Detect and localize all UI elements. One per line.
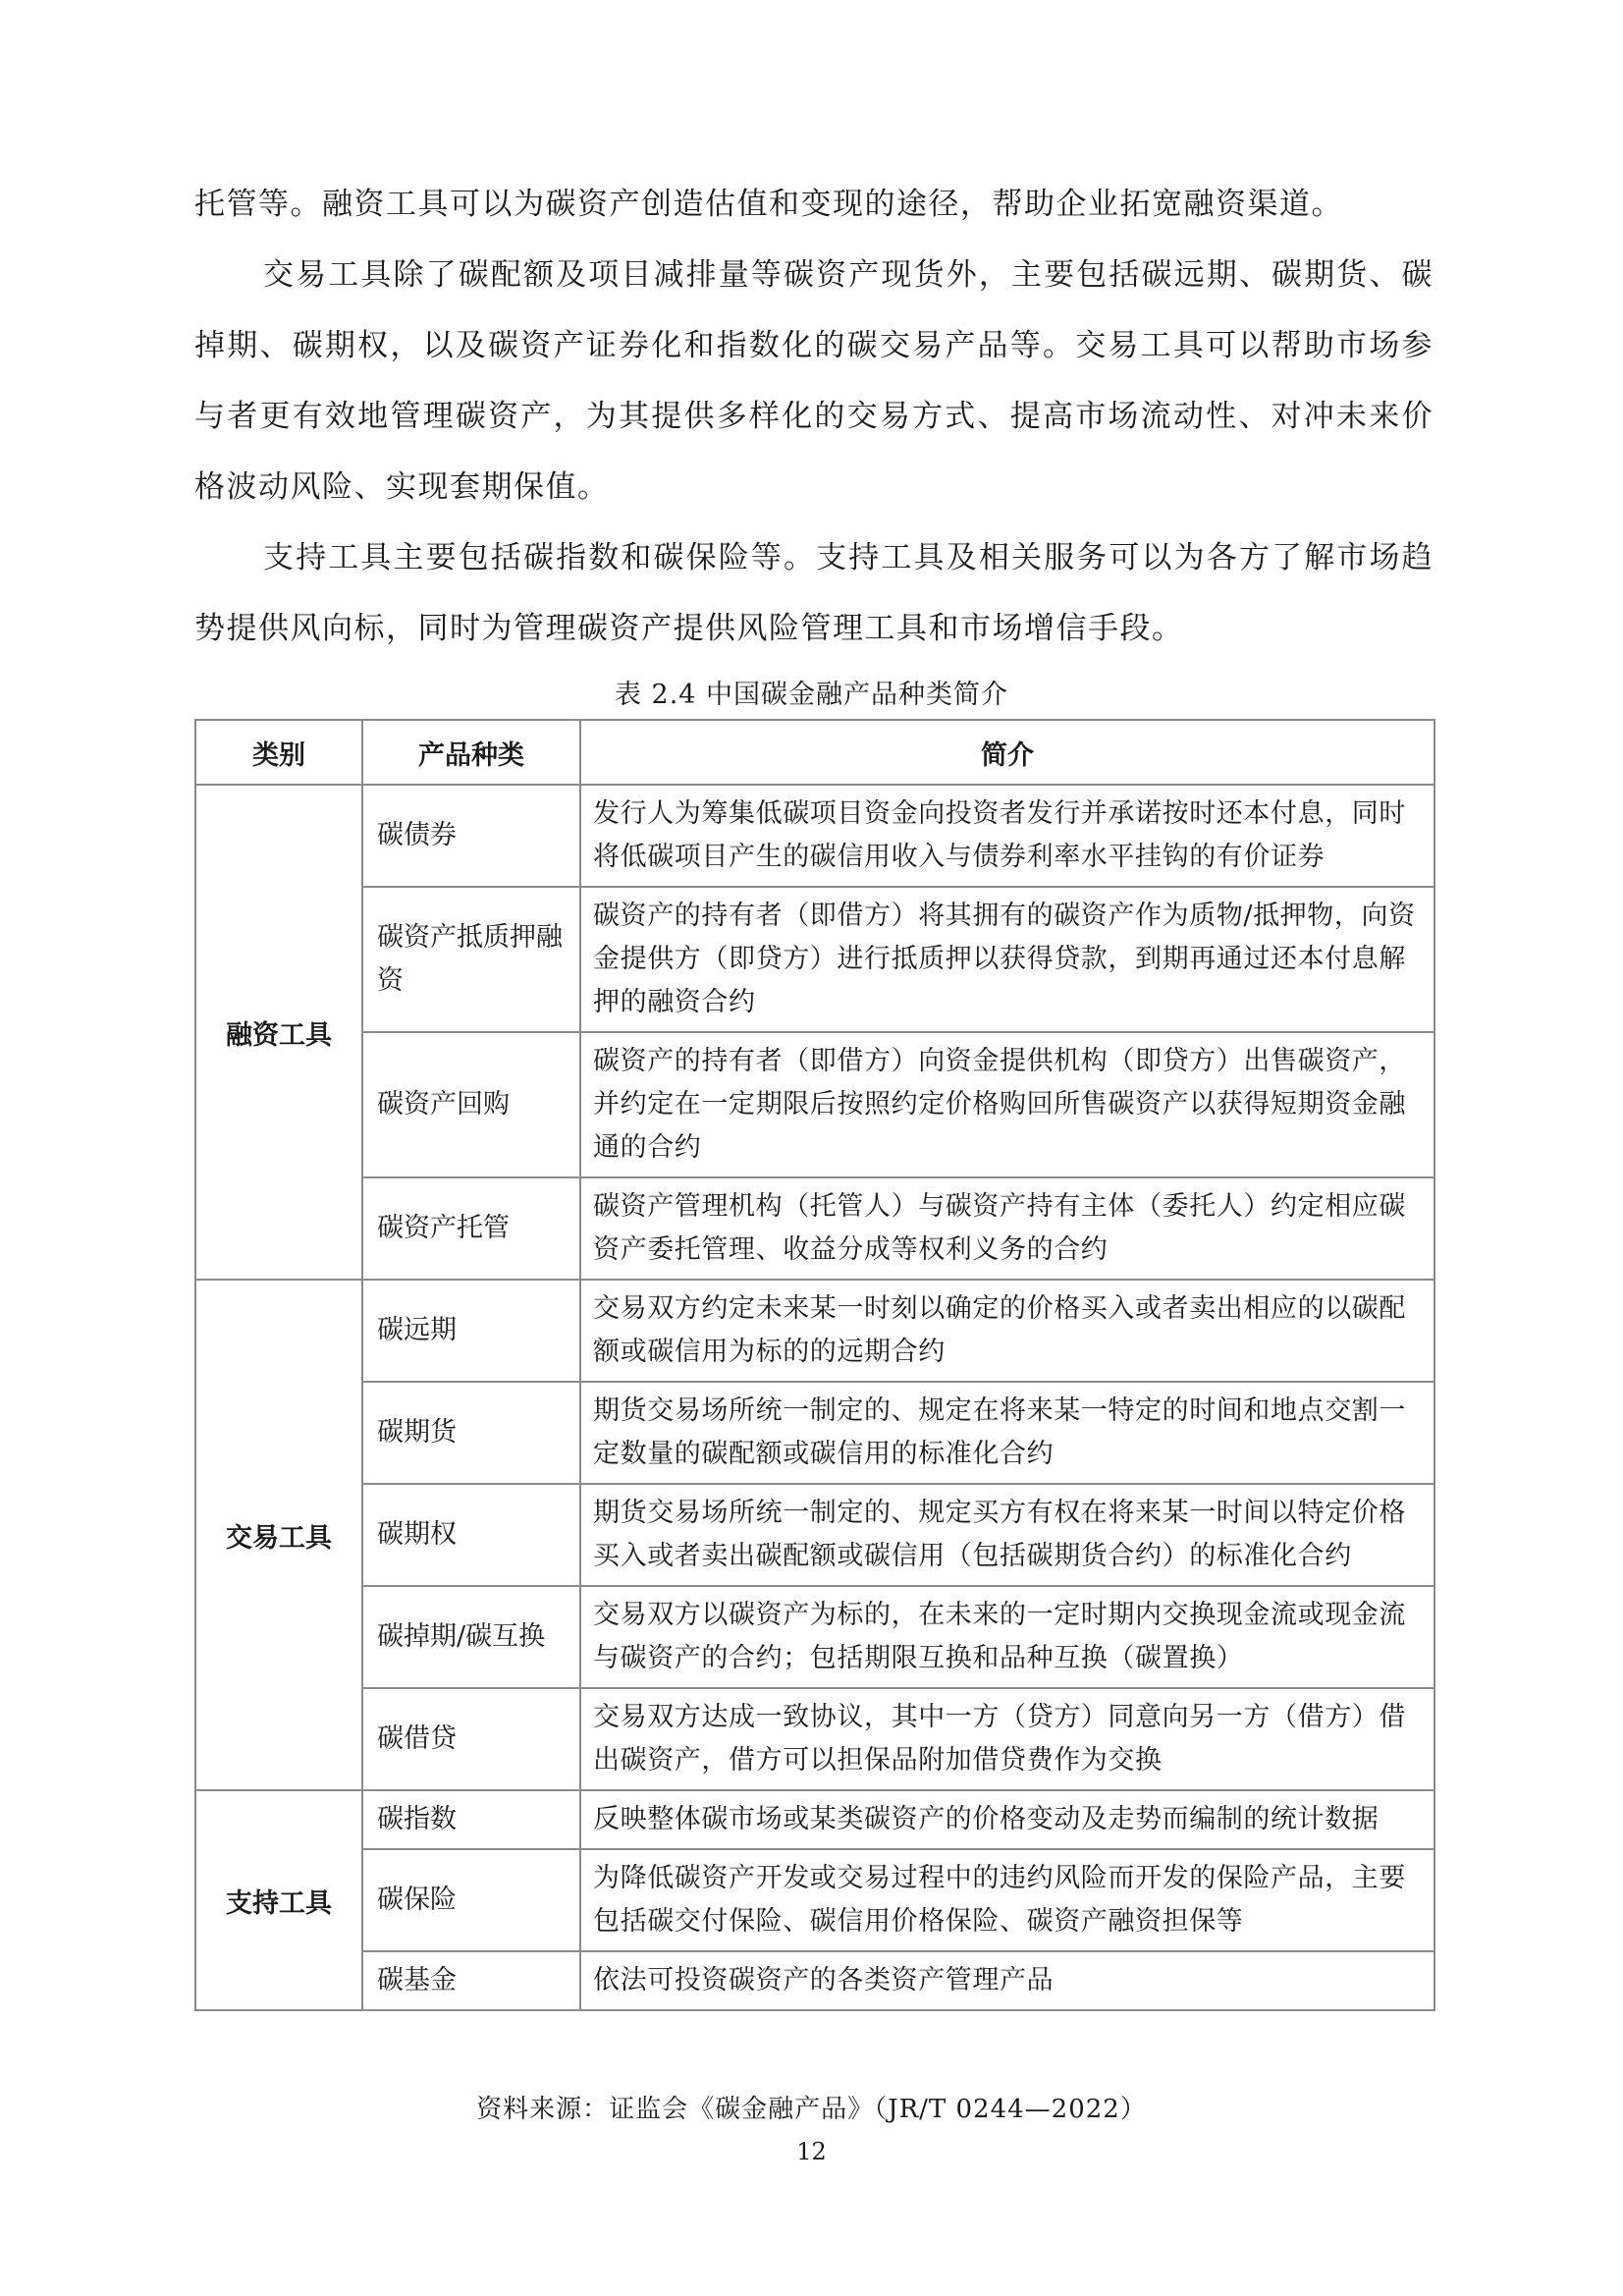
table-caption: 表 2.4 中国碳金融产品种类简介	[614, 680, 1009, 710]
description-cell: 碳资产的持有者（即借方）向资金提供机构（即贷方）出售碳资产，并约定在一定期限后按照约定价格购回所售碳资产以获得短期资金融通的合约	[580, 1032, 1434, 1177]
description-cell: 交易双方约定未来某一时刻以确定的价格买入或者卖出相应的以碳配额或碳信用为标的的远期合约	[580, 1280, 1434, 1382]
carbon-finance-table	[194, 719, 1435, 2011]
table-header-row	[195, 720, 1434, 785]
table-row	[195, 1032, 1434, 1177]
paragraph-3: 支持工具主要包括碳指数和碳保险等。支持工具及相关服务可以为各方了解市场趋势提供风向标，同时为管理碳资产提供风险管理工具和市场增信手段。	[194, 540, 1434, 646]
table-row	[195, 785, 1434, 887]
table-row	[195, 1790, 1434, 1849]
description-cell: 期货交易场所统一制定的、规定在将来某一特定的时间和地点交割一定数量的碳配额或碳信用的标准化合约	[580, 1382, 1434, 1484]
product-cell: 碳借贷	[362, 1688, 580, 1790]
page-number: 12	[796, 2138, 827, 2165]
table-row	[195, 887, 1434, 1032]
source-note: 资料来源：证监会《碳金融产品》（JR/T 0244—2022）	[476, 2095, 1147, 2124]
table-row	[195, 1586, 1434, 1688]
description-cell: 为降低碳资产开发或交易过程中的违约风险而开发的保险产品，主要包括碳交付保险、碳信用价格保险、碳资产融资担保等	[580, 1849, 1434, 1951]
product-cell: 碳资产抵质押融资	[362, 887, 580, 1032]
paragraph-2: 交易工具除了碳配额及项目减排量等碳资产现货外，主要包括碳远期、碳期货、碳掉期、碳期权，以及碳资产证券化和指数化的碳交易产品等。交易工具可以帮助市场参与者更有效地管理碳资产，为其提供多样化的交易方式、提高市场流动性、对冲未来价格波动风险、实现套期保值。	[194, 257, 1434, 505]
table-row	[195, 1951, 1434, 2010]
category-support: 支持工具	[195, 1790, 362, 2010]
description-cell: 发行人为筹集低碳项目资金向投资者发行并承诺按时还本付息，同时将低碳项目产生的碳信用收入与债券利率水平挂钩的有价证券	[580, 785, 1434, 887]
product-cell: 碳债券	[362, 785, 580, 887]
paragraph-1: 托管等。融资工具可以为碳资产创造估值和变现的途径，帮助企业拓宽融资渠道。	[194, 187, 1343, 222]
header-product: 产品种类	[362, 720, 580, 785]
product-cell: 碳期货	[362, 1382, 580, 1484]
product-cell: 碳远期	[362, 1280, 580, 1382]
product-cell: 碳保险	[362, 1849, 580, 1951]
category-trading: 交易工具	[195, 1280, 362, 1790]
description-cell: 交易双方达成一致协议，其中一方（贷方）同意向另一方（借方）借出碳资产，借方可以担保品附加借贷费作为交换	[580, 1688, 1434, 1790]
table-row	[195, 1382, 1434, 1484]
product-cell: 碳掉期/碳互换	[362, 1586, 580, 1688]
description-cell: 碳资产的持有者（即借方）将其拥有的碳资产作为质物/抵押物，向资金提供方（即贷方）进行抵质押以获得贷款，到期再通过还本付息解押的融资合约	[580, 887, 1434, 1032]
description-cell: 依法可投资碳资产的各类资产管理产品	[580, 1951, 1434, 2010]
table-row	[195, 1688, 1434, 1790]
description-cell: 碳资产管理机构（托管人）与碳资产持有主体（委托人）约定相应碳资产委托管理、收益分成等权利义务的合约	[580, 1177, 1434, 1280]
table-row	[195, 1177, 1434, 1280]
product-cell: 碳基金	[362, 1951, 580, 2010]
description-cell: 反映整体碳市场或某类碳资产的价格变动及走势而编制的统计数据	[580, 1790, 1434, 1849]
description-cell: 期货交易场所统一制定的、规定买方有权在将来某一时间以特定价格买入或者卖出碳配额或碳信用（包括碳期货合约）的标准化合约	[580, 1484, 1434, 1586]
product-cell: 碳指数	[362, 1790, 580, 1849]
category-financing: 融资工具	[195, 785, 362, 1280]
header-category: 类别	[195, 720, 362, 785]
product-cell: 碳期权	[362, 1484, 580, 1586]
header-description: 简介	[580, 720, 1434, 785]
table-row	[195, 1484, 1434, 1586]
table-row	[195, 1849, 1434, 1951]
table-row	[195, 1280, 1434, 1382]
product-cell: 碳资产回购	[362, 1032, 580, 1177]
product-cell: 碳资产托管	[362, 1177, 580, 1280]
description-cell: 交易双方以碳资产为标的，在未来的一定时期内交换现金流或现金流与碳资产的合约；包括期限互换和品种互换（碳置换）	[580, 1586, 1434, 1688]
